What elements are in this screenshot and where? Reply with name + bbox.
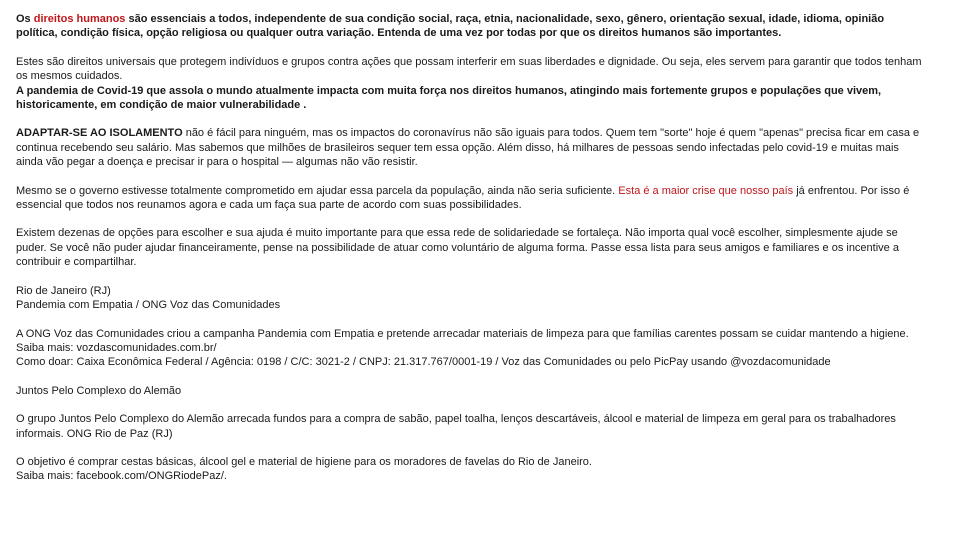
paragraph-rio-de-paz [16, 455, 926, 484]
government-text-rest: já enfrentou. Por isso é essencial que todos nos reunamos agora e cada um faça sua parte de acordo com suas possibilidades. [16, 184, 910, 212]
intro-text-rest: são essenciais a todos, independente de sua condição social, raça, etnia, nacionalidade, sexo, gênero, orientação sexual, idade, idioma, opinião política, condição física, opção religiosa ou qualquer outra variação. Entenda de uma vez por todas por que os direitos humanos são importantes. [16, 13, 885, 40]
paragraph-voz-comunidades [16, 327, 926, 370]
paragraph-location [16, 284, 926, 313]
paragraph-government [16, 184, 926, 213]
paragraph-juntos-title: Juntos Pelo Complexo do Alemão [16, 384, 182, 397]
voz-donation-info: Como doar: Caixa Econômica Federal / Agência: 0198 / C/C: 3021-2 / CNPJ: 21.317.767/0001-19 / Voz das Comunidades ou pelo PicPay usando @vozdacomunidade [16, 356, 831, 369]
intro-text-start: Os [16, 13, 34, 25]
paragraph-options: Existem dezenas de opções para escolher e sua ajuda é muito importante para que essa rede de solidariedade se fortaleça. Não importa qual você escolher, simplesmente ajude se puder. Se você não puder ajudar financeiramente, pense na possibilidade de atuar como voluntário de alguma forma. Passe essa lista para seus amigos e familiares e os incentive a contribuir e compartilhar. [16, 227, 899, 269]
rio-de-paz-website: Saiba mais: facebook.com/ONGRiodePaz/. [16, 470, 227, 483]
paragraph-isolation [16, 126, 926, 169]
crisis-link[interactable]: Esta é a maior crise que nosso país [618, 184, 794, 197]
voz-description: A ONG Voz das Comunidades criou a campanha Pandemia com Empatia e pretende arrecadar materiais de limpeza para que famílias carentes possam se cuidar mantendo a higiene. [16, 327, 909, 340]
universal-rights-text: Estes são direitos universais que protegem indivíduos e grupos contra ações que possam interferir em suas liberdades e dignidade. Ou seja, eles servem para garantir que todos tenham os mesmos cuidados. [16, 55, 922, 83]
isolation-text: não é fácil para ninguém, mas os impactos do coronavírus não são iguais para todos. Quem tem "sorte" hoje é quem "apenas" precisa ficar em casa e continua recebendo seu salário. Mas sabemos que milhões de brasileiros sequer tem essa opção. Além disso, há milhares de pessoas sendo infectadas pelo covid-19 e muitas mais ainda vão pegar a doença e precisar ir para o hospital — algumas não vão resistir. [16, 127, 920, 169]
location-label: Rio de Janeiro (RJ) [16, 284, 111, 297]
rio-de-paz-description: O objetivo é comprar cestas básicas, álcool gel e material de higiene para os moradores de favelas do Rio de Janeiro. [16, 455, 592, 468]
isolation-heading: ADAPTAR-SE AO ISOLAMENTO [16, 127, 183, 140]
paragraph-intro [16, 12, 926, 41]
paragraph-universal-rights [16, 55, 926, 113]
pandemic-impact-text: A pandemia de Covid-19 que assola o mundo atualmente impacta com muita força nos direitos humanos, atingindo mais fortemente grupos e populações que vivem, historicamente, em condição de maior vulnerabilidade . [16, 84, 882, 112]
document-body [16, 12, 926, 484]
government-text-start: Mesmo se o governo estivesse totalmente comprometido em ajudar essa parcela da população, ainda não seria suficiente. [16, 184, 619, 197]
direitos-humanos-link[interactable]: direitos humanos [33, 13, 126, 25]
campaign-title: Pandemia com Empatia / ONG Voz das Comunidades [16, 299, 281, 312]
voz-website: Saiba mais: vozdascomunidades.com.br/ [16, 341, 217, 354]
paragraph-juntos-description: O grupo Juntos Pelo Complexo do Alemão arrecada fundos para a compra de sabão, papel toalha, lenços descartáveis, álcool e material de limpeza em geral para os trabalhadores informais. ONG Rio de Paz (RJ) [16, 413, 896, 440]
